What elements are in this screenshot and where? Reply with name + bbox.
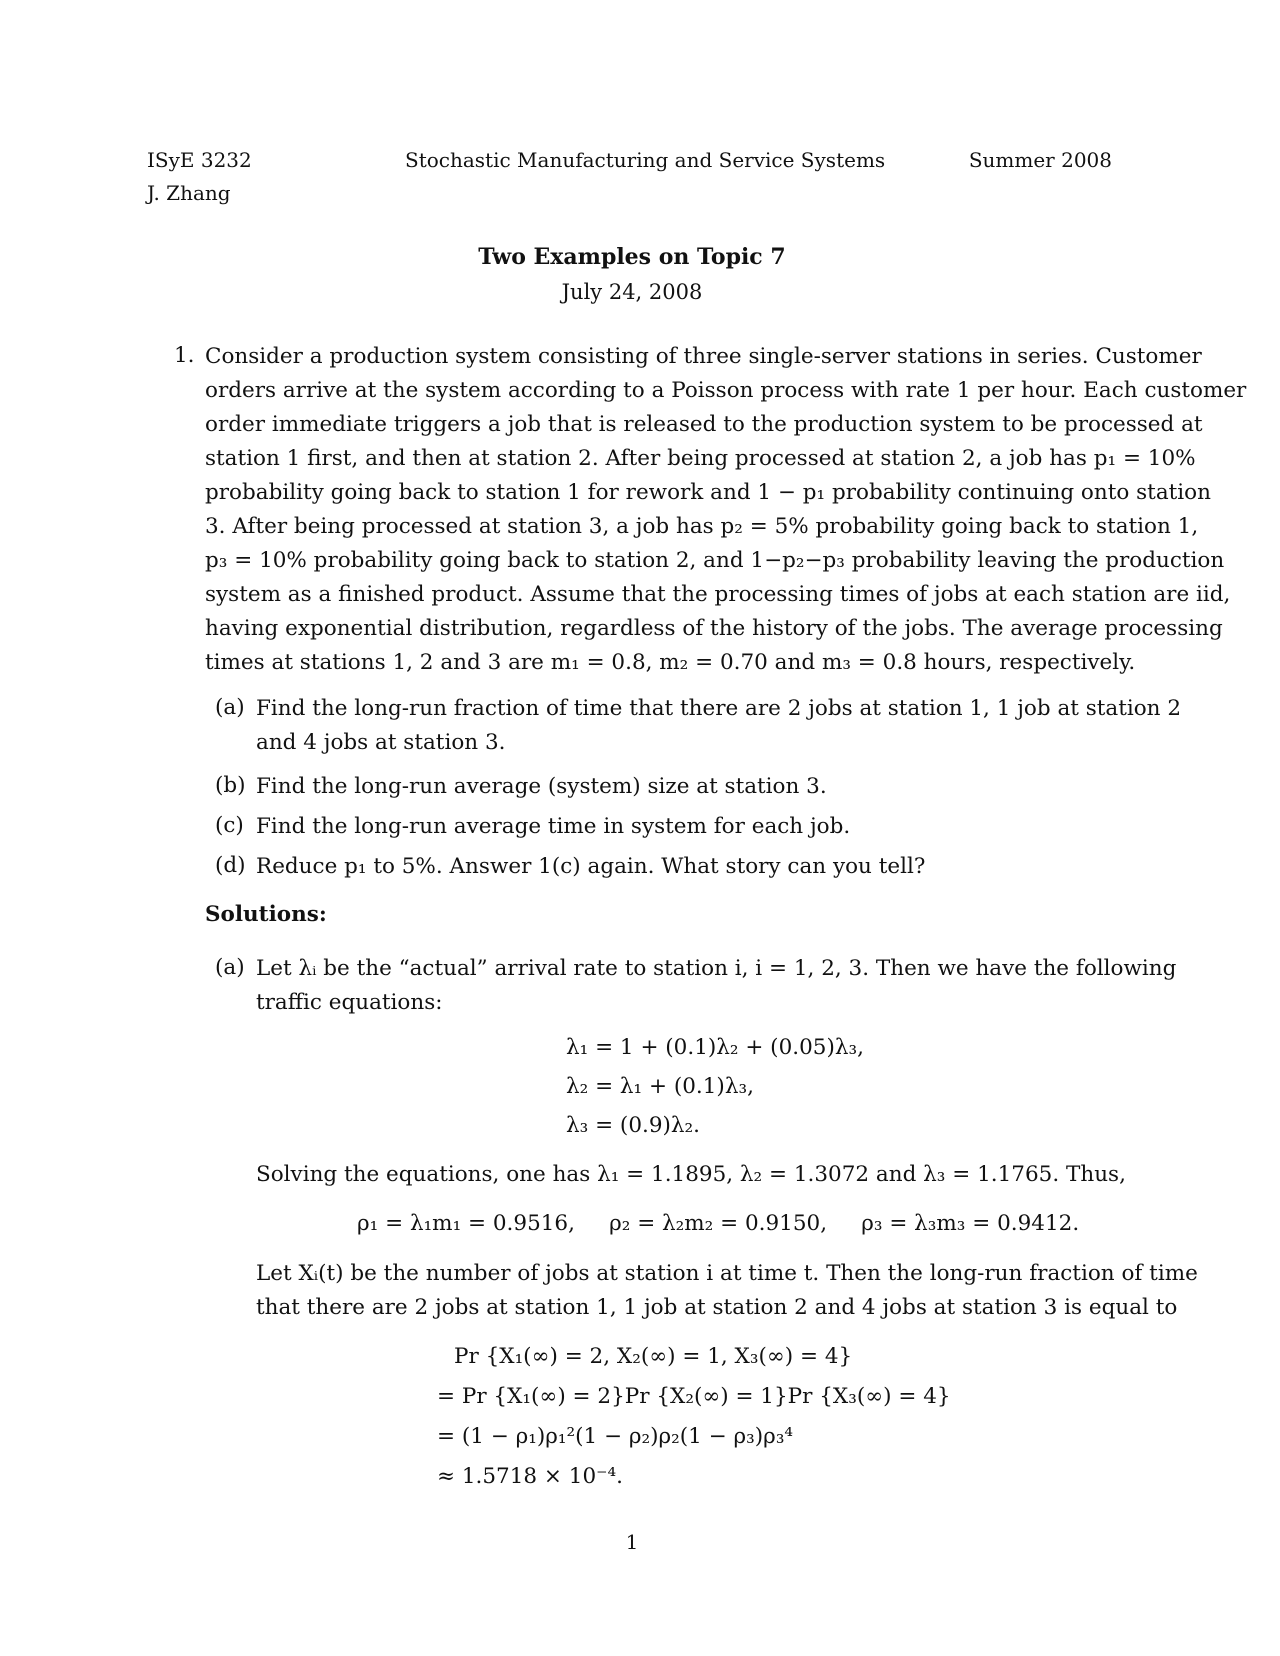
solution-line: that there are 2 jobs at station 1, 1 job at station 2 and 4 jobs at station 3 is equal to xyxy=(256,1295,1178,1320)
solution-line: traffic equations: xyxy=(256,990,443,1015)
problem-line: having exponential distribution, regardless of the history of the jobs. The average processing xyxy=(205,616,1223,641)
problem-statement xyxy=(205,340,1247,680)
traffic-equation: λ₁ = 1 + (0.1)λ₂ + (0.05)λ₃, xyxy=(566,1035,864,1060)
solution-line: Let λᵢ be the “actual” arrival rate to station i, i = 1, 2, 3. Then we have the following xyxy=(256,956,1177,981)
problem-line: station 1 first, and then at station 2. After being processed at station 2, a job has p₁ = 10% xyxy=(205,446,1196,471)
problem-number: 1. xyxy=(174,343,195,368)
let-x-paragraph xyxy=(256,1257,1198,1325)
problem-line: 3. After being processed at station 3, a job has p₂ = 5% probability going back to station 1, xyxy=(205,514,1199,539)
problem-line: order immediate triggers a job that is released to the production system to be processed at xyxy=(205,412,1203,437)
problem-line: Consider a production system consisting of three single-server stations in series. Customer xyxy=(205,344,1202,369)
instructor-name: J. Zhang xyxy=(147,181,231,205)
problem-line: system as a finished product. Assume that the processing times of jobs at each station are iid, xyxy=(205,582,1231,607)
traffic-equation: λ₃ = (0.9)λ₂. xyxy=(566,1113,700,1138)
probability-line: = (1 − ρ₁)ρ₁²(1 − ρ₂)ρ₂(1 − ρ₃)ρ₃⁴ xyxy=(437,1424,794,1449)
part-d-text xyxy=(256,850,925,884)
solution-part-label: (a) xyxy=(215,955,245,980)
term: Summer 2008 xyxy=(968,148,1112,172)
part-a-text xyxy=(256,692,1181,760)
page-number: 1 xyxy=(625,1530,639,1554)
part-label: (c) xyxy=(215,813,244,838)
course-title: Stochastic Manufacturing and Service Systems xyxy=(405,148,886,172)
part-line: Find the long-run average (system) size at station 3. xyxy=(256,774,827,799)
part-label: (a) xyxy=(215,695,245,720)
solutions-heading: Solutions: xyxy=(205,902,327,927)
traffic-equation: λ₂ = λ₁ + (0.1)λ₃, xyxy=(566,1074,754,1099)
rho-line: ρ₁ = λ₁m₁ = 0.9516, ρ₂ = λ₂m₂ = 0.9150, ρ₃ = λ₃m₃ = 0.9412. xyxy=(357,1211,1080,1236)
problem-line: orders arrive at the system according to a Poisson process with rate 1 per hour. Each customer xyxy=(205,378,1247,403)
problem-line: p₃ = 10% probability going back to station 2, and 1−p₂−p₃ probability leaving the production xyxy=(205,548,1225,573)
part-b-text xyxy=(256,770,827,804)
problem-line: probability going back to station 1 for rework and 1 − p₁ probability continuing onto station xyxy=(205,480,1211,505)
part-label: (b) xyxy=(215,773,246,798)
part-line: and 4 jobs at station 3. xyxy=(256,730,506,755)
document-date: July 24, 2008 xyxy=(561,280,703,304)
course-code: ISyE 3232 xyxy=(147,148,252,172)
probability-line: = Pr {X₁(∞) = 2}Pr {X₂(∞) = 1}Pr {X₃(∞) = 4} xyxy=(437,1384,951,1409)
part-line: Find the long-run average time in system for each job. xyxy=(256,814,851,839)
probability-line: Pr {X₁(∞) = 2, X₂(∞) = 1, X₃(∞) = 4} xyxy=(454,1344,853,1369)
part-line: Find the long-run fraction of time that there are 2 jobs at station 1, 1 job at station 2 xyxy=(256,696,1182,721)
probability-line: ≈ 1.5718 × 10⁻⁴. xyxy=(437,1464,623,1489)
solution-intro xyxy=(256,952,1176,1020)
part-line: Reduce p₁ to 5%. Answer 1(c) again. What story can you tell? xyxy=(256,854,926,879)
document-title: Two Examples on Topic 7 xyxy=(478,244,786,270)
part-c-text xyxy=(256,810,850,844)
problem-line: times at stations 1, 2 and 3 are m₁ = 0.8, m₂ = 0.70 and m₃ = 0.8 hours, respectively. xyxy=(205,650,1136,675)
part-label: (d) xyxy=(215,853,246,878)
solving-line: Solving the equations, one has λ₁ = 1.1895, λ₂ = 1.3072 and λ₃ = 1.1765. Thus, xyxy=(256,1162,1126,1187)
solution-line: Let Xᵢ(t) be the number of jobs at station i at time t. Then the long-run fraction of time xyxy=(256,1261,1198,1286)
